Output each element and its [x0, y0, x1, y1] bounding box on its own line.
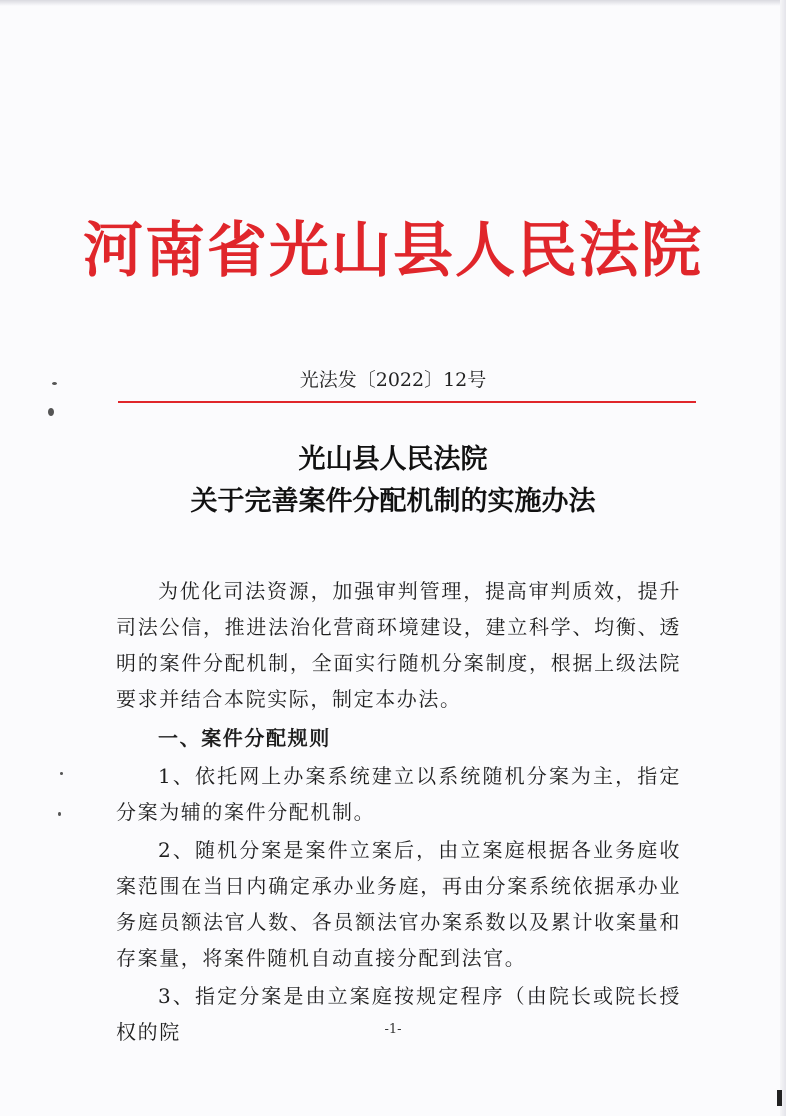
rule-item-3: 3、指定分案是由立案庭按规定程序（由院长或院长授权的院 [116, 984, 681, 1044]
page-right-edge [780, 0, 786, 1116]
document-number: 光法发〔2022〕12号 [299, 369, 487, 391]
rule-item-2: 2、随机分案是案件立案后，由立案庭根据各业务庭收案范围在当日内确定承办业务庭，再由分案系统依据承办业务庭员额法官人数、各员额法官办案系数以及累计收案量和存案量，将案件随机自动直接分配到法官。 [116, 838, 681, 970]
rule-item-1: 1、依托网上办案系统建立以系统随机分案为主，指定分案为辅的案件分配机制。 [116, 764, 681, 824]
scan-edge-mark [777, 1090, 782, 1106]
scan-speck [52, 382, 57, 385]
scan-speck [60, 772, 63, 775]
scan-speck [48, 408, 54, 416]
intro-paragraph: 为优化司法资源，加强审判管理，提高审判质效，提升司法公信，推进法治化营商环境建设，建立科学、均衡、透明的案件分配机制，全面实行随机分案制度，根据上级法院要求并结合本院实际，制定本办法。 [116, 579, 681, 711]
document-title-line-1: 光山县人民法院 [298, 444, 488, 475]
section-heading-1: 一、案件分配规则 [158, 726, 331, 750]
red-separator-line [118, 401, 696, 403]
scan-speck [58, 812, 61, 816]
document-title-line-2: 关于完善案件分配机制的实施办法 [190, 486, 596, 517]
court-name-header: 河南省光山县人民法院 [83, 216, 703, 286]
page-top-edge [0, 0, 786, 6]
page-number: -1- [384, 1022, 402, 1037]
